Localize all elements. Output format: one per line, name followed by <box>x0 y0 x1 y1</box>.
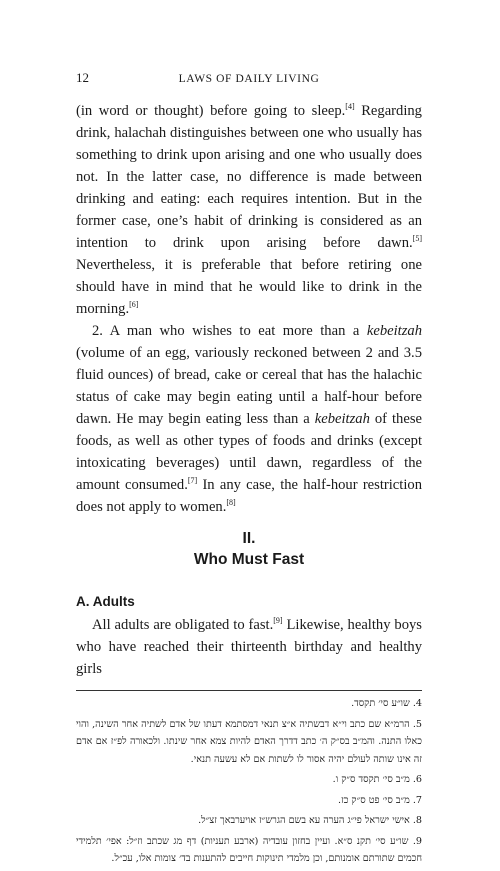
footnote-ref-6: [6] <box>129 300 139 310</box>
footnote-ref-7: [7] <box>187 476 198 486</box>
term-kebeitzah: kebeitzah <box>366 323 422 339</box>
section-heading <box>76 528 422 570</box>
subsection-heading: A. Adults <box>76 594 135 609</box>
main-text <box>76 100 422 518</box>
footnote-ref-8: [8] <box>226 498 236 508</box>
section-number: II. <box>242 530 256 547</box>
section-title: Who Must Fast <box>193 551 305 568</box>
footnote-4: 4. שו״ע סי׳ תקסד. <box>351 698 422 709</box>
footnote-ref-4: [4] <box>345 102 355 112</box>
footnote-7: 7. מ״ב סי׳ פט ס״ק כז. <box>337 794 422 806</box>
term-kebeitzah: kebeitzah <box>314 411 370 427</box>
footnote-9: 9. שו״ע סי׳ תקנ ס״א. ועיין בחזון עובדיה (ארבע תעניות) דף מג שכתב וז״ל: אפי׳ תלמידי חכמים שתורתם אומנותם, וכן מלמדי תינוקות חייבים להתענות בד׳ צומות אלו, עכ״ל. <box>76 835 422 864</box>
running-title: LAWS OF DAILY LIVING <box>178 73 320 85</box>
paragraph-3: All adults are obligated to fast.[9] Likewise, healthy boys who have reached their thirteenth birthday and healthy girls <box>76 616 422 677</box>
paragraph-1: (in word or thought) before going to sleep.[4] Regarding drink, halachah distinguishes between one who usually has something to drink upon arising and one who usually does not. In the latter case, no difference is made between drinking and eating: each requires intention. But in the former case, one’s habit of drinking is considered as an intention to drink upon arising before dawn.[5] Nevertheless, it is preferable that before retiring one should have in mind that he would like to drink in the morning.[6] <box>76 102 422 317</box>
paragraph-2: 2. A man who wishes to eat more than a kebeitzah (volume of an egg, variously reckoned between 2 and 3.5 fluid ounces) of bread, cake or cereal that has the halachic status of cake may begin eating until a half-hour before dawn. He may begin eating less than a kebeitzah of these foods, as well as other types of foods and drinks (except intoxicating beverages) until dawn, regardless of the amount consumed.[7] In any case, the half-hour restriction does not apply to women.[8] <box>76 323 422 515</box>
footnote-5: 5. הרמ״א שם כתב וי״א דבשתיה א״צ תנאי דמסתמא דעתו של אדם לשתיה אחר השינה, והוי כאלו התנה. והמ״ב בס״ק ה׳ כתב דדרך האדם להיות צמא אחר שינתו. ולכאורה לפ״ז אם אדם זה אינו שותה לעולם יהיה אסור לו לשתות אם לא עשעה תנאי. <box>76 718 422 765</box>
running-header <box>76 70 422 92</box>
footnote-6: 6. מ״ב סי׳ תקסד ס״ק ו. <box>332 774 422 785</box>
footnote-divider <box>76 690 422 691</box>
book-page <box>76 70 422 871</box>
footnotes <box>76 695 422 868</box>
footnote-ref-9: [9] <box>273 616 283 626</box>
footnote-8: 8. אישי ישראל פי״ג הערה עא בשם הגרש״ז אויערבאך זצ״ל. <box>198 815 422 826</box>
footnote-ref-5: [5] <box>412 234 422 244</box>
page-number: 12 <box>76 70 89 85</box>
subsection-text <box>76 614 422 680</box>
